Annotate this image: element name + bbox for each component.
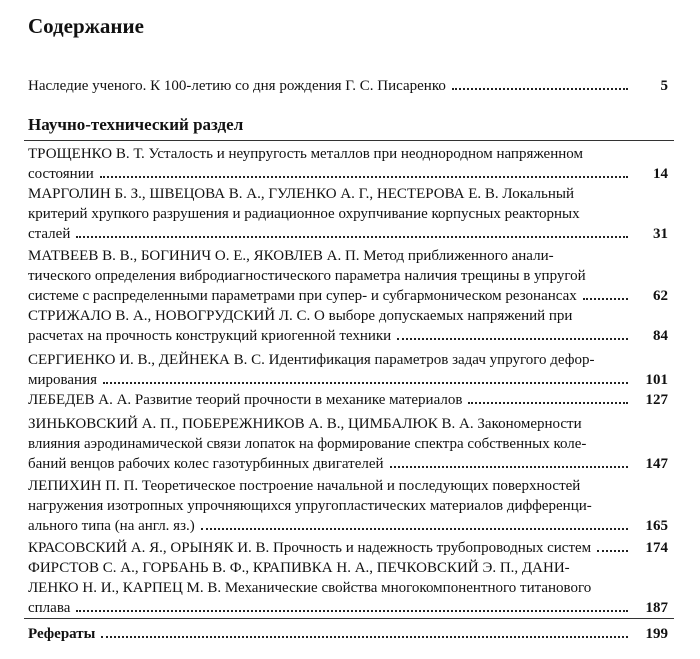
entry-line: ЛЕБЕДЕВ А. А. Развитие теорий прочности в механике материалов [28, 392, 463, 408]
dot-leader [397, 338, 628, 340]
entry-line: баний венцов рабочих колес газотурбинных двигателей [28, 456, 384, 472]
entry-line: МАТВЕЕВ В. В., БОГИНИЧ О. Е., ЯКОВЛЕВ А. П. Метод приближенного анали- [28, 248, 554, 264]
dot-leader [100, 176, 628, 178]
toc-entry[interactable] [28, 414, 668, 474]
toc-entry[interactable] [28, 558, 668, 618]
entry-page-number: 127 [645, 392, 668, 408]
entry-line: сплава [28, 600, 71, 616]
entry-line: ФИРСТОВ С. А., ГОРБАНЬ В. Ф., КРАПИВКА Н. А., ПЕЧКОВСКИЙ Э. П., ДАНИ- [28, 560, 570, 576]
page-title: Содержание [28, 14, 144, 38]
entry-page-number: 62 [653, 288, 668, 304]
entry-page-number: 174 [645, 540, 668, 556]
entry-line: состоянии [28, 166, 94, 182]
divider [24, 618, 674, 619]
entry-line: ального типа (на англ. яз.) [28, 518, 195, 534]
toc-entry[interactable] [28, 476, 668, 536]
entry-line: тического определения вибродиагностического параметра наличия трещины в упругой [28, 268, 586, 284]
intro-entry[interactable] [28, 76, 668, 96]
toc-entry[interactable] [28, 306, 668, 346]
abstracts-entry[interactable] [28, 624, 668, 644]
entry-line: ЛЕПИХИН П. П. Теоретическое построение начальной и последующих поверхностей [28, 478, 581, 494]
dot-leader [597, 550, 628, 552]
entry-line: влияния аэродинамической связи лопаток на формирование спектра собственных коле- [28, 436, 587, 452]
entry-line: мирования [28, 372, 98, 388]
entry-line: системе с распределенными параметрами при супер- и субгармоническом резонансах [28, 288, 577, 304]
toc-entry[interactable] [28, 350, 668, 390]
entry-line: сталей [28, 226, 71, 242]
entry-line: критерий хрупкого разрушения и радиационное охрупчивание корпусных реакторных [28, 206, 580, 222]
abstracts-page-number: 199 [645, 626, 668, 642]
dot-leader [390, 466, 628, 468]
entry-line: КРАСОВСКИЙ А. Я., ОРЫНЯК И. В. Прочность и надежность трубопроводных систем [28, 540, 592, 556]
dot-leader [201, 528, 628, 530]
entry-line: расчетах на прочность конструкций криогенной техники [28, 328, 392, 344]
entry-page-number: 84 [653, 328, 668, 344]
entry-line: ЛЕНКО Н. И., КАРПЕЦ М. В. Механические свойства многокомпонентного титанового [28, 580, 592, 596]
abstracts-text: Рефераты [28, 626, 96, 642]
entry-line: ТРОЩЕНКО В. Т. Усталость и неупругость металлов при неоднородном напряженном [28, 146, 583, 162]
entry-page-number: 31 [653, 226, 668, 242]
toc-entry[interactable] [28, 246, 668, 306]
entry-page-number: 187 [645, 600, 668, 616]
entry-line: нагружения изотропных упрочняющихся упругопластических материалов дифференци- [28, 498, 592, 514]
entry-page-number: 165 [645, 518, 668, 534]
toc-entry[interactable] [28, 144, 668, 184]
toc-entry[interactable] [28, 390, 668, 410]
entry-page-number: 14 [653, 166, 668, 182]
dot-leader [583, 298, 628, 300]
entry-line: СТРИЖАЛО В. А., НОВОГРУДСКИЙ Л. С. О выборе допускаемых напряжений при [28, 308, 573, 324]
entry-line: СЕРГИЕНКО И. В., ДЕЙНЕКА В. С. Идентификация параметров задач упругого дефор- [28, 352, 595, 368]
entry-line: МАРГОЛИН Б. З., ШВЕЦОВА В. А., ГУЛЕНКО А. Г., НЕСТЕРОВА Е. В. Локальный [28, 186, 575, 202]
entry-line: ЗИНЬКОВСКИЙ А. П., ПОБЕРЕЖНИКОВ А. В., ЦИМБАЛЮК В. А. Закономерности [28, 416, 582, 432]
intro-page-number: 5 [660, 78, 668, 94]
dot-leader [468, 402, 628, 404]
toc-entry[interactable] [28, 538, 668, 558]
divider [24, 140, 674, 141]
entry-page-number: 101 [645, 372, 668, 388]
entry-page-number: 147 [645, 456, 668, 472]
intro-text: Наследие ученого. К 100-летию со дня рождения Г. С. Писаренко [28, 78, 446, 94]
dot-leader [76, 236, 628, 238]
toc-entry[interactable] [28, 184, 668, 244]
dot-leader [101, 636, 628, 638]
dot-leader [76, 610, 628, 612]
dot-leader [452, 88, 628, 90]
dot-leader [103, 382, 628, 384]
section-title: Научно-технический раздел [28, 115, 244, 134]
